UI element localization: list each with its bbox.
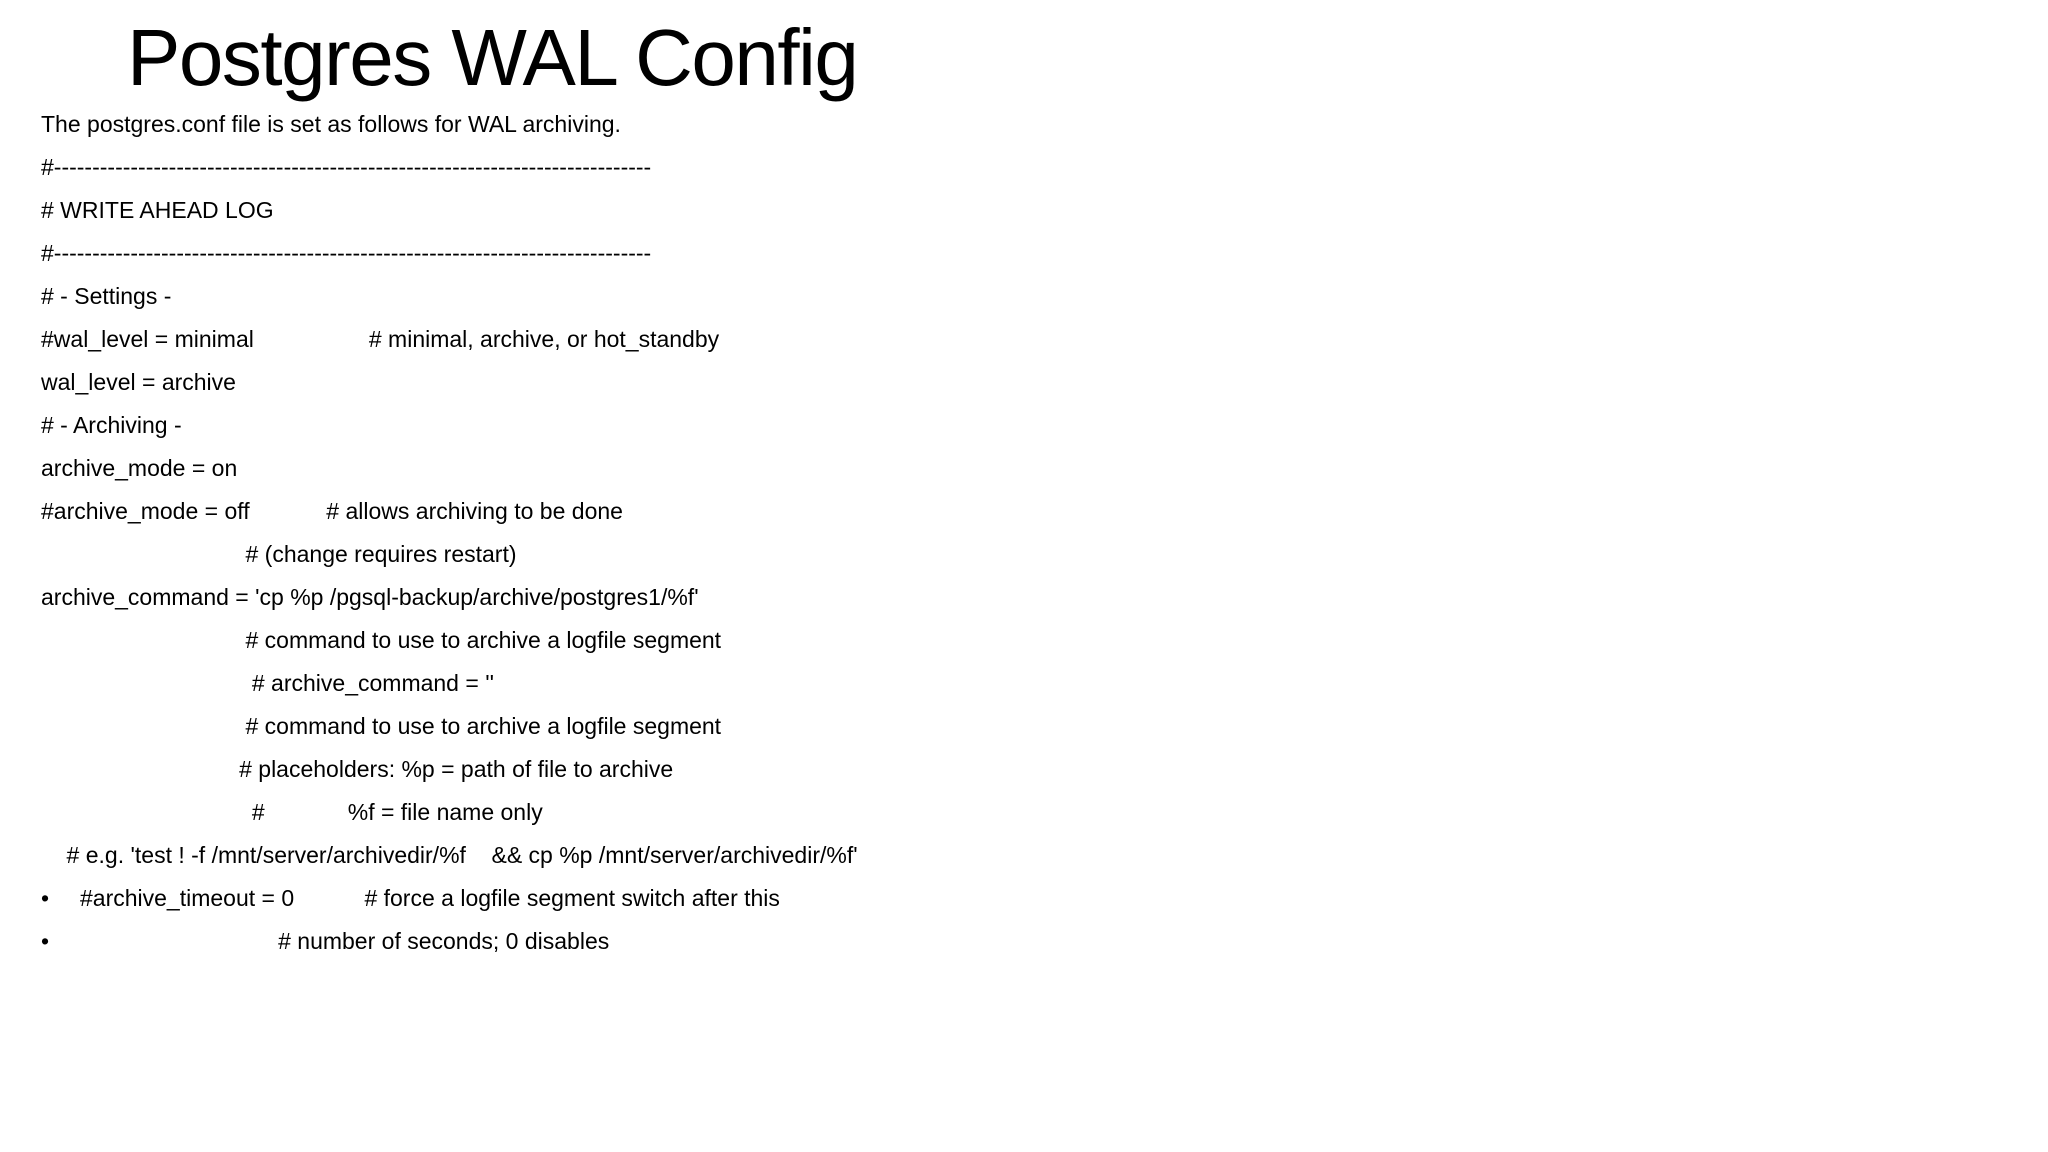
config-line: #------------------------------------------------------------------------------ xyxy=(41,154,652,180)
bullet-item: #archive_timeout = 0 # force a logfile segment switch after this xyxy=(80,885,780,911)
config-line: archive_command = 'cp %p /pgsql-backup/archive/postgres1/%f' xyxy=(41,584,699,610)
bullet-marker: • xyxy=(41,885,50,911)
config-line: # command to use to archive a logfile segment xyxy=(41,713,722,739)
slide-title: Postgres WAL Config xyxy=(127,13,858,102)
config-line: #------------------------------------------------------------------------------ xyxy=(41,240,652,266)
config-line: # command to use to archive a logfile segment xyxy=(41,627,722,653)
config-line: # placeholders: %p = path of file to archive xyxy=(41,756,674,782)
config-line: #wal_level = minimal # minimal, archive, or hot_standby xyxy=(41,326,720,352)
config-line: # e.g. 'test ! -f /mnt/server/archivedir/%f && cp %p /mnt/server/archivedir/%f' xyxy=(41,842,858,868)
config-line: # WRITE AHEAD LOG xyxy=(41,197,274,223)
config-line: # (change requires restart) xyxy=(41,541,517,567)
config-line: #archive_mode = off # allows archiving to be done xyxy=(41,498,623,524)
config-line: # archive_command = '' xyxy=(41,670,494,696)
config-line: # - Archiving - xyxy=(41,412,182,438)
config-line: # - Settings - xyxy=(41,283,172,309)
bullet-marker: • xyxy=(41,928,50,954)
bullet-item: # number of seconds; 0 disables xyxy=(80,928,610,954)
config-line: archive_mode = on xyxy=(41,455,238,481)
config-line: wal_level = archive xyxy=(41,369,236,395)
config-line: # %f = file name only xyxy=(41,799,543,825)
intro-text: The postgres.conf file is set as follows for WAL archiving. xyxy=(41,111,621,137)
